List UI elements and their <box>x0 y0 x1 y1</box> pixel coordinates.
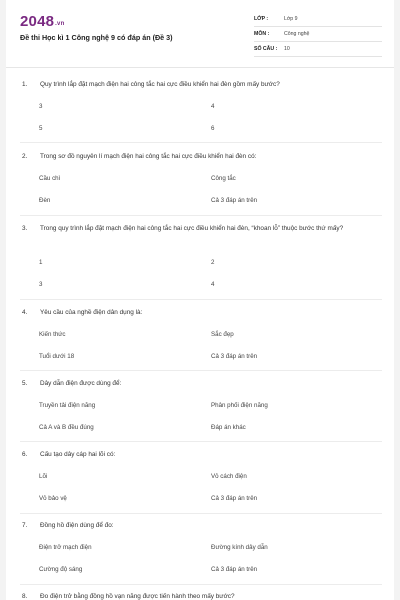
question-text: Đo điện trở bằng đồng hồ vạn năng được tiến hành theo mấy bước? <box>40 593 235 600</box>
option-c[interactable]: Đèn <box>39 197 51 204</box>
meta-row-count <box>254 42 382 57</box>
logo-text: 2048 <box>20 13 55 30</box>
question-text: Trong sơ đồ nguyên lí mạch điện hai công tắc hai cực điều khiển hai đèn có: <box>40 153 257 160</box>
option-c[interactable]: 3 <box>39 281 43 288</box>
option-c[interactable]: Vỏ bảo vệ <box>39 495 67 502</box>
option-b[interactable]: 4 <box>211 103 215 110</box>
option-d[interactable]: Cả 3 đáp án trên <box>211 197 258 204</box>
question-text: Quy trình lắp đặt mạch điện hai công tắc hai cực điều khiển hai đèn gồm mấy bước? <box>40 81 280 88</box>
option-a[interactable]: 3 <box>39 103 43 110</box>
site-logo[interactable] <box>20 13 64 30</box>
question-number: 4. <box>22 309 28 316</box>
meta-value: 10 <box>284 46 290 52</box>
question-number: 1. <box>22 81 28 88</box>
question-text: Yêu cầu của nghề điện dân dụng là: <box>40 309 143 316</box>
question-text: Trong quy trình lắp đặt mạch điện hai công tắc hai cực điều khiển hai đèn, “khoan lỗ” thuộc bước thứ mấy? <box>40 225 344 232</box>
option-d[interactable]: Cả 3 đáp án trên <box>211 495 258 502</box>
divider <box>20 142 382 143</box>
exam-page <box>6 0 394 600</box>
question-number: 5. <box>22 380 28 387</box>
option-a[interactable]: Kiến thức <box>39 331 66 338</box>
question-number: 6. <box>22 451 28 458</box>
divider <box>20 299 382 300</box>
meta-row-class <box>254 12 382 27</box>
option-b[interactable]: 2 <box>211 259 215 266</box>
option-b[interactable]: Đường kính dây dẫn <box>211 544 268 551</box>
logo-suffix: .vn <box>55 21 65 27</box>
option-a[interactable]: Điện trở mạch điện <box>39 544 92 551</box>
option-b[interactable]: Sắc đẹp <box>211 331 234 338</box>
option-a[interactable]: Cầu chì <box>39 175 61 182</box>
option-b[interactable]: Vỏ cách điện <box>211 473 247 480</box>
exam-header <box>6 0 394 68</box>
option-c[interactable]: Cả A và B đều đúng <box>39 424 94 431</box>
option-c[interactable]: Tuổi dưới 18 <box>39 353 75 360</box>
exam-meta <box>254 12 382 57</box>
question-number: 2. <box>22 153 28 160</box>
meta-value: Lớp 9 <box>284 16 298 22</box>
question-number: 3. <box>22 225 28 232</box>
meta-label: MÔN : <box>254 31 270 37</box>
exam-title: Đề thi Học kì 1 Công nghệ 9 có đáp án (Đề 3) <box>20 33 173 42</box>
option-a[interactable]: Lõi <box>39 473 48 480</box>
option-d[interactable]: Cả 3 đáp án trên <box>211 353 258 360</box>
option-b[interactable]: Phân phối điện năng <box>211 402 268 409</box>
question-text: Cấu tạo dây cáp hai lõi có: <box>40 451 116 458</box>
option-a[interactable]: 1 <box>39 259 43 266</box>
question-text: Dây dẫn điện được dùng để: <box>40 380 122 387</box>
divider <box>20 370 382 371</box>
option-d[interactable]: 4 <box>211 281 215 288</box>
question-text: Đồng hồ điện dùng để đo: <box>40 522 114 529</box>
option-d[interactable]: Đáp án khác <box>211 424 246 431</box>
option-d[interactable]: Cả 3 đáp án trên <box>211 566 258 573</box>
option-d[interactable]: 6 <box>211 125 215 132</box>
question-number: 7. <box>22 522 28 529</box>
divider <box>20 441 382 442</box>
meta-value: Công nghệ <box>284 31 310 37</box>
option-c[interactable]: Cường độ sáng <box>39 566 83 573</box>
meta-label: LỚP : <box>254 16 269 22</box>
option-b[interactable]: Công tắc <box>211 175 236 182</box>
divider <box>20 584 382 585</box>
meta-row-subject <box>254 27 382 42</box>
divider <box>20 513 382 514</box>
option-c[interactable]: 5 <box>39 125 43 132</box>
divider <box>20 215 382 216</box>
question-number: 8. <box>22 593 28 600</box>
meta-label: SỐ CÂU : <box>254 46 278 52</box>
option-a[interactable]: Truyền tải điện năng <box>39 402 96 409</box>
